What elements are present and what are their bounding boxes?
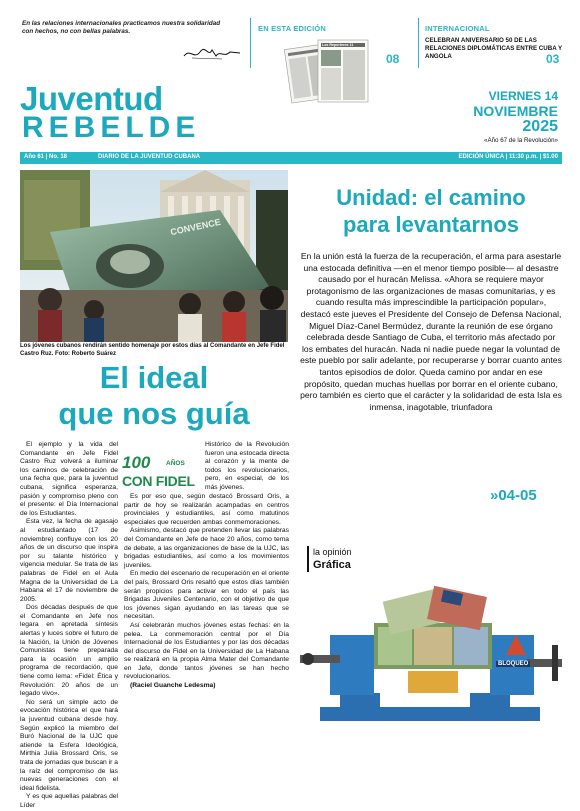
paragraph: Así celebrarán muchos jóvenes estas fechas: en la pelea. La conmemoración central por el Día Internacional de los Estudiantes y por las dos décadas del discurso de Fidel en la Universidad de La Habana se realizará en la propia Alma Mater del Comandante en Jefe, donde tantos jóvenes se han hecho revolucionarios.: [124, 621, 289, 681]
logo-juventud: Juventud: [20, 80, 163, 117]
issue-number: Año 61 | No. 18: [24, 154, 68, 160]
vise-label: BLOQUEO: [498, 661, 529, 667]
lead-headline-line1: El ideal: [99, 360, 209, 395]
date-month: NOVIEMBRE: [473, 103, 558, 119]
paragraph: Esta vez, la fecha de agasajo al estudiantado (17 de noviembre) confluye con los 20 años de un discurso que inspira por su talante histórico y vigencia medular. Se trata de las palabras de Fidel en el Aula Magna de la Universidad de La Habana el 17 de noviembre de 2005.: [20, 518, 118, 603]
photo-caption: Los jóvenes cubanos rendirán sentido homenaje por estos días al Comandante en Jefe Fidel Castro Ruz. Foto: Roberto Suárez: [20, 343, 285, 357]
banner-text: CONVENCE: [169, 216, 222, 238]
centenary-name: CON FIDEL: [122, 473, 195, 489]
paragraph: No será un simple acto de evocación histórica el que hará la juventud cubana desde hoy. Según explicó la miembro del Buró Nacional de la UJC que atiende la Esfera Ideológica, Mirthia Julia Brossard Oris, se trata de jornadas que buscan ir a la raíz del compromiso de las nuevas generaciones con el ideal fidelista.: [20, 698, 118, 792]
edition-thumbnail[interactable]: [282, 34, 372, 104]
opinion-label: la opinión: [313, 547, 352, 557]
anniversary-text: «Año 67 de la Revolución»: [484, 137, 558, 144]
lead-photo: [20, 170, 288, 342]
divider: [418, 18, 419, 68]
unidad-headline[interactable]: [300, 184, 562, 238]
editorial-cartoon: [300, 575, 562, 730]
edition-info: EDICIÓN ÚNICA | 11:30 p.m. | $1.00: [458, 154, 558, 160]
opinion-label-graphic: Gráfica: [313, 559, 351, 571]
opinion-marker: [307, 546, 309, 572]
byline: (Raciel Guanche Ledesma): [130, 682, 216, 690]
lead-headline[interactable]: [20, 360, 288, 432]
unidad-headline-line1: Unidad: el camino: [336, 185, 526, 210]
unidad-headline-line2: para levantarnos: [342, 212, 520, 237]
date-year: 2025: [522, 118, 558, 135]
paragraph: Es por eso que, según destacó Brossard Oris, a partir de hoy se realizarán acampadas en centros provinciales y estudiantiles, así como matutinos especiales que recuerden ambas conmemoraciones.: [124, 493, 289, 526]
paragraph: Y es que aquellas palabras del Líder: [20, 793, 118, 809]
divider: [250, 18, 251, 68]
paragraph: Asimismo, destacó que pretenden llevar las palabras del Comandante en Jefe de hace 20 años, como tema de debate, a las organizaciones de base de la UJC, las brigadas estudiantiles, así como a los movimientos juveniles.: [124, 527, 289, 569]
lead-column-2: [124, 493, 289, 691]
unidad-page-ref[interactable]: »04-05: [490, 487, 537, 504]
logo-rebelde: REBELDE: [22, 111, 201, 144]
lead-column-1: [20, 441, 118, 811]
international-label: INTERNACIONAL: [425, 24, 490, 33]
centenary-number: 100: [122, 453, 151, 472]
paragraph: Histórico de la Revolución fueron una estocada directa al corazón y la mente de todos los revolucionarios, pero, en especial, de los más jóvenes.: [205, 441, 289, 491]
masthead-strip: [20, 152, 562, 164]
unidad-body: En la unión está la fuerza de la recuperación, el arma para asestarle una estocada definitiva —en el menor tiempo posible— al desastre causado por el huracán Melissa. «Ahora se requiere mayor protagonismo de las organizaciones de masas comunitarias, y es cuando resulta más imprescindible la participación popular», destacó este jueves el Presidente del Consejo de Defensa Nacional, Miguel Díaz-Canel Bermúdez, durante la reunión de ese órgano celebrada desde Santiago de Cuba, el territorio más afectado por los embates del huracán. Nada ni nadie puede negar la voluntad de este pueblo por salir adelante, por recuperarse y borrar cuanto antes tantos episodios de dolor. Queda camino por andar en ese propósito, quedan muchas huellas por borrar en el oriente cubano, pero también es cierto que el carácter y la solidaridad de esta Isla es inmensa, inagotable, triunfadora: [300, 251, 562, 412]
in-this-edition-label: EN ESTA EDICIÓN: [258, 24, 327, 33]
international-teaser[interactable]: CELEBRAN ANIVERSARIO 50 DE LAS RELACIONES DIPLOMÁTICAS ENTRE CUBA Y ANGOLA: [425, 37, 563, 60]
lead-column-2-top: [205, 441, 289, 493]
paragraph: El ejemplo y la vida del Comandante en Jefe Fidel Castro Ruz volverá a iluminar los caminos de celebración de una fecha que, para la juventud cubana, significa esperanza, pasión y compromiso pleno con el presente: el Día Internacional de los Estudiantes.: [20, 441, 118, 517]
in-this-edition-page[interactable]: 08: [386, 52, 400, 66]
centenary-logo: [122, 453, 200, 493]
date-weekday: VIERNES 14: [488, 89, 558, 103]
centenary-years: AÑOS: [166, 460, 185, 467]
signature-graphic: [182, 44, 242, 62]
thumbnail-title: Los Reporteros 11: [322, 43, 354, 47]
header-quote: En las relaciones internacionales practicamos nuestra solidaridad con hechos, no con bellas palabras.: [22, 20, 221, 35]
lead-headline-line2: que nos guía: [58, 396, 250, 431]
tagline: DIARIO DE LA JUVENTUD CUBANA: [98, 154, 201, 160]
paragraph: En medio del escenario de recuperación en el oriente del país, Brossard Oris resaltó que estos días también serán propicios para activar en todo el país las Brigadas Juveniles Centenario, con el objetivo de que los jóvenes sigan ayudando en las tareas que se necesitan.: [124, 570, 289, 621]
international-page[interactable]: 03: [546, 52, 560, 66]
paragraph: Dos décadas después de que el Comandante en Jefe nos legara en apretada síntesis alertas y luces sobre el futuro de la Nación, la Unión de Jóvenes Comunistas tiene preparada para la ocasión un amplio programa de recordación, que tiene como lema: «Fidel: Ética y Revolución: 20 años de un legado vivo».: [20, 604, 118, 698]
